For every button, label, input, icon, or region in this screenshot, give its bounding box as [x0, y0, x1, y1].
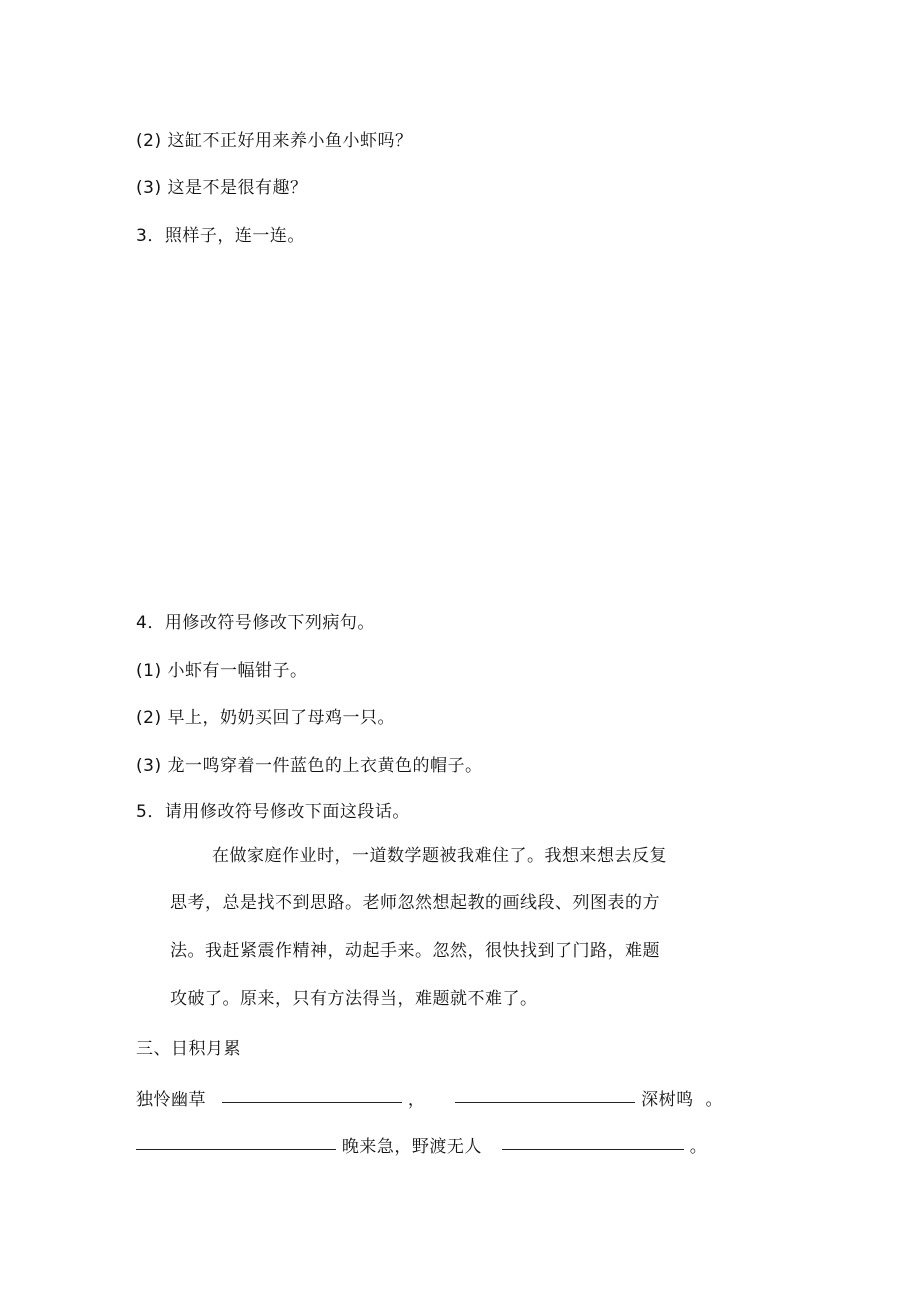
poem-line-1-period: 。 [705, 1090, 724, 1110]
question-2-item-3: (3) 这是不是很有趣？ [136, 178, 308, 198]
section-3-title: 三、日积月累 [136, 1039, 241, 1059]
question-5-title: 5．请用修改符号修改下面这段话。 [136, 802, 410, 822]
poem-line-1-comma: ， [407, 1090, 426, 1110]
question-5-paragraph-line-2: 思考，总是找不到思路。老师忽然想起教的画线段、列图表的方 [170, 893, 660, 913]
poem-line-2-middle: 晚来急，野渡无人 [341, 1137, 482, 1157]
poem-line-2-period: 。 [689, 1137, 708, 1157]
poem-blank-1[interactable] [222, 1084, 402, 1103]
question-5-paragraph-line-4: 攻破了。原来，只有方法得当，难题就不难了。 [170, 989, 538, 1009]
question-4-item-2: (2) 早上，奶奶买回了母鸡一只。 [136, 708, 395, 728]
question-4-item-3: (3) 龙一鸣穿着一件蓝色的上衣黄色的帽子。 [136, 756, 483, 776]
poem-blank-3[interactable] [136, 1131, 336, 1150]
question-3-title: 3．照样子，连一连。 [136, 226, 305, 246]
poem-blank-4[interactable] [502, 1131, 684, 1150]
question-2-item-2: (2) 这缸不正好用来养小鱼小虾吗？ [136, 131, 413, 151]
question-5-paragraph-line-3: 法。我赶紧震作精神，动起手来。忽然，很快找到了门路，难题 [170, 941, 660, 961]
poem-line-1 [136, 1086, 723, 1111]
question-4-item-1: (1) 小虾有一幅钳子。 [136, 661, 308, 681]
poem-blank-2[interactable] [455, 1084, 635, 1103]
question-4-title: 4．用修改符号修改下列病句。 [136, 613, 375, 633]
question-5-paragraph-line-1: 在做家庭作业时，一道数学题被我难住了。我想来想去反复 [212, 846, 667, 866]
poem-line-1-start: 独怜幽草 [136, 1090, 206, 1110]
poem-line-1-end: 深树鸣 [641, 1090, 694, 1110]
poem-line-2 [136, 1133, 707, 1158]
